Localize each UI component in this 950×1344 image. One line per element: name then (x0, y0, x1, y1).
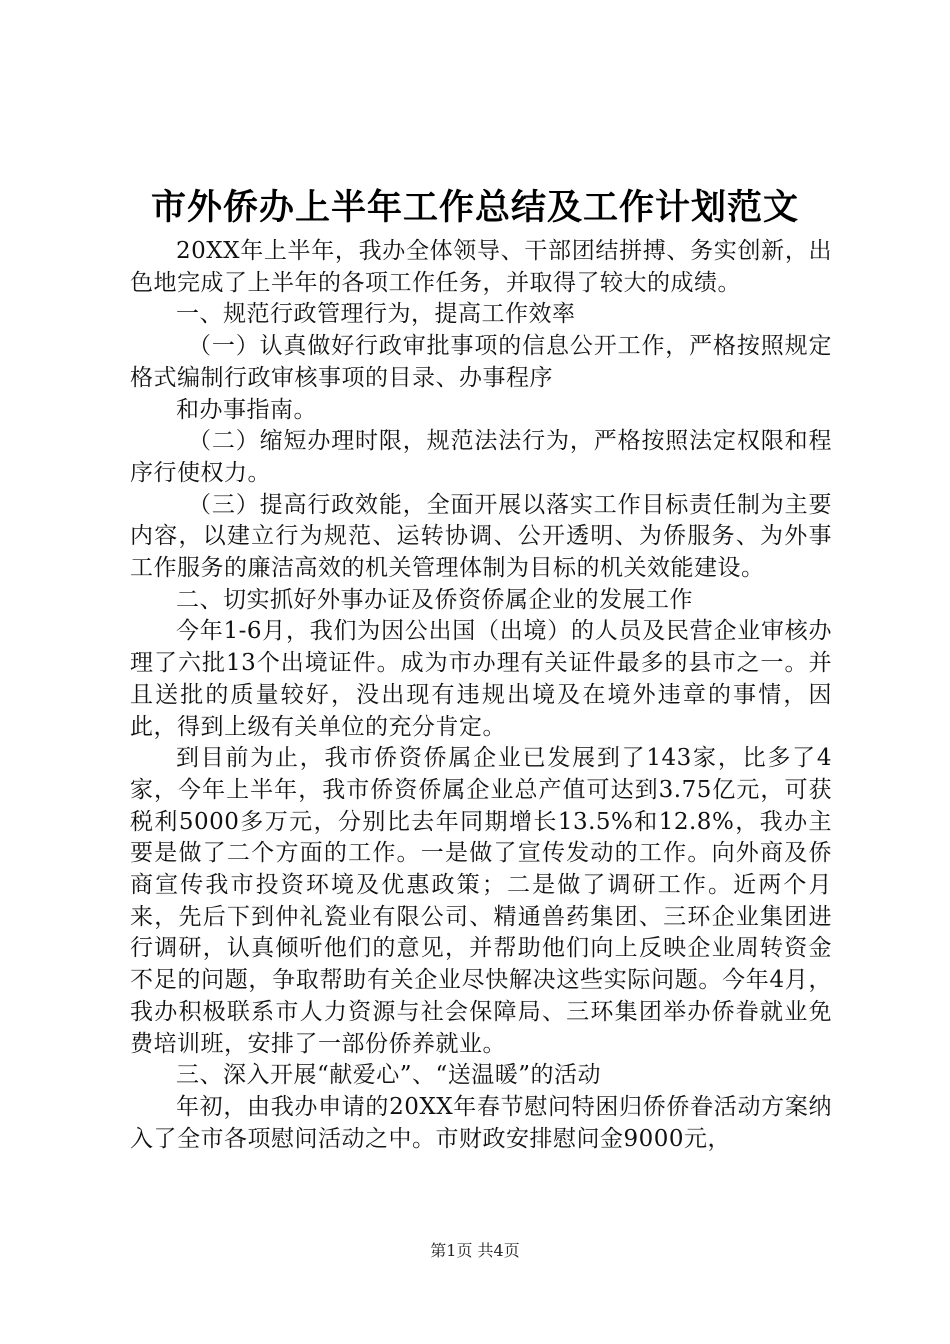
paragraph-new-year: 年初，由我办申请的20XX年春节慰问特困归侨侨眷活动方案纳入了全市各项慰问活动之中。市财政安排慰问金9000元， (130, 1093, 832, 1152)
page-footer: 第1页 共4页 (430, 1241, 520, 1260)
paragraph-intro: 20XX年上半年，我办全体领导、干部团结拼搏、务实创新，出色地完成了上半年的各项工作任务，并取得了较大的成绩。 (130, 238, 832, 296)
document-body (130, 236, 832, 1155)
section-heading-1: 一、规范行政管理行为，提高工作效率 (176, 301, 576, 328)
paragraph-item-1: （一）认真做好行政审批事项的信息公开工作，严格按照规定格式编制行政审核事项的目录、办事程序 (130, 333, 832, 391)
paragraph-item-1-continued: 和办事指南。 (176, 396, 317, 423)
section-heading-3: 三、深入开展“献爱心”、“送温暖”的活动 (176, 1062, 602, 1089)
paragraph-item-2: （二）缩短办理时限，规范法法行为，严格按照法定权限和程序行使权力。 (130, 428, 832, 486)
section-heading-2: 二、切实抓好外事办证及侨资侨属企业的发展工作 (176, 586, 693, 613)
paragraph-enterprises: 到目前为止，我市侨资侨属企业已发展到了143家，比多了4家，今年上半年，我市侨资侨属企业总产值可达到3.75亿元，可获税利5000多万元，分别比去年同期增长13.5%和12.8%，我办主要是做了二个方面的工作。一是做了宣传发动的工作。向外商及侨商宣传我市投资环境及优惠政策；二是做了调研工作。近两个月来，先后下到仲礼瓷业有限公司、精通兽药集团、三环企业集团进行调研，认真倾听他们的意见，并帮助他们向上反映企业周转资金不足的问题，争取帮助有关企业尽快解决这些实际问题。今年4月，我办积极联系市人力资源与社会保障局、三环集团举办侨眷就业免费培训班，安排了一部份侨养就业。 (130, 745, 832, 1057)
paragraph-certificates: 今年1-6月，我们为因公出国（出境）的人员及民营企业审核办理了六批13个出境证件。成为市办理有关证件最多的县市之一。并且送批的质量较好，没出现有违规出境及在境外违章的事情，因此，得到上级有关单位的充分肯定。 (130, 618, 832, 740)
document-title: 市外侨办上半年工作总结及工作计划范文 (150, 187, 799, 228)
paragraph-item-3: （三）提高行政效能，全面开展以落实工作目标责任制为主要内容，以建立行为规范、运转协调、公开透明、为侨服务、为外事工作服务的廉洁高效的机关管理体制为目标的机关效能建设。 (130, 491, 832, 582)
